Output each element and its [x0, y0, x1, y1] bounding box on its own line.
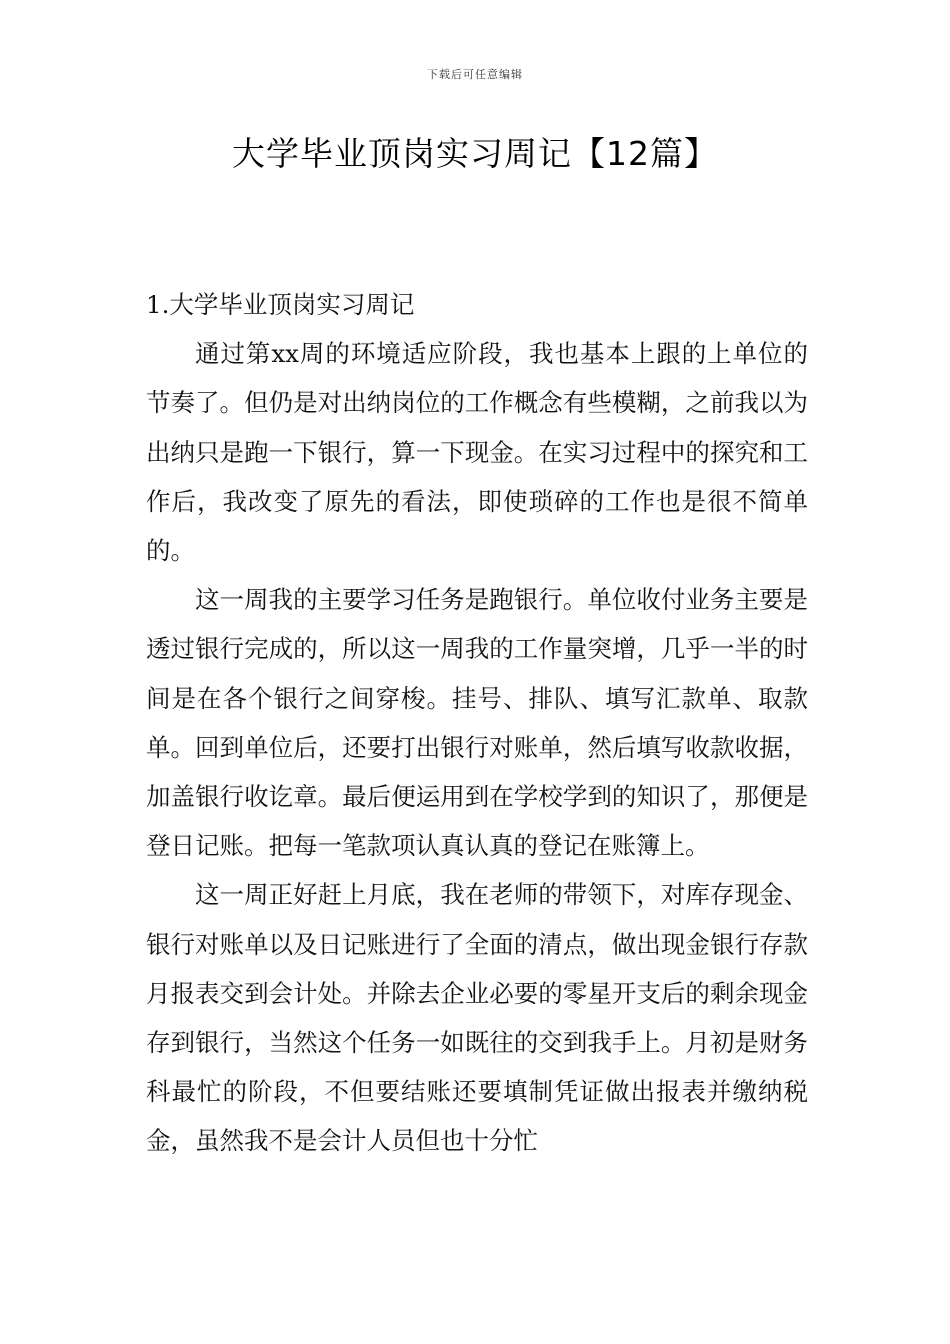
paragraph: 这一周正好赶上月底，我在老师的带领下，对库存现金、银行对账单以及日记账进行了全面的清点，做出现金银行存款月报表交到会计处。并除去企业必要的零星开支后的剩余现金存到银行，当然这个任务一如既往的交到我手上。月初是财务科最忙的阶段，不但要结账还要填制凭证做出报表并缴纳税金，虽然我不是会计人员但也十分忙 [146, 880, 808, 1156]
paragraph: 通过第xx周的环境适应阶段，我也基本上跟的上单位的节奏了。但仍是对出纳岗位的工作概念有些模糊，之前我以为出纳只是跑一下银行，算一下现金。在实习过程中的探究和工作后，我改变了原先的看法，即使琐碎的工作也是很不简单的。 [146, 339, 808, 566]
document-title: 大学毕业顶岗实习周记【12篇】 [232, 134, 718, 173]
section-heading: 1.大学毕业顶岗实习周记 [146, 290, 415, 319]
header-note: 下载后可任意编辑 [427, 68, 523, 81]
paragraph: 这一周我的主要学习任务是跑银行。单位收付业务主要是透过银行完成的，所以这一周我的工作量突增，几乎一半的时间是在各个银行之间穿梭。挂号、排队、填写汇款单、取款单。回到单位后，还要打出银行对账单，然后填写收款收据，加盖银行收讫章。最后便运用到在学校学到的知识了，那便是登日记账。把每一笔款项认真认真的登记在账簿上。 [146, 585, 808, 861]
document-body [146, 280, 808, 1166]
